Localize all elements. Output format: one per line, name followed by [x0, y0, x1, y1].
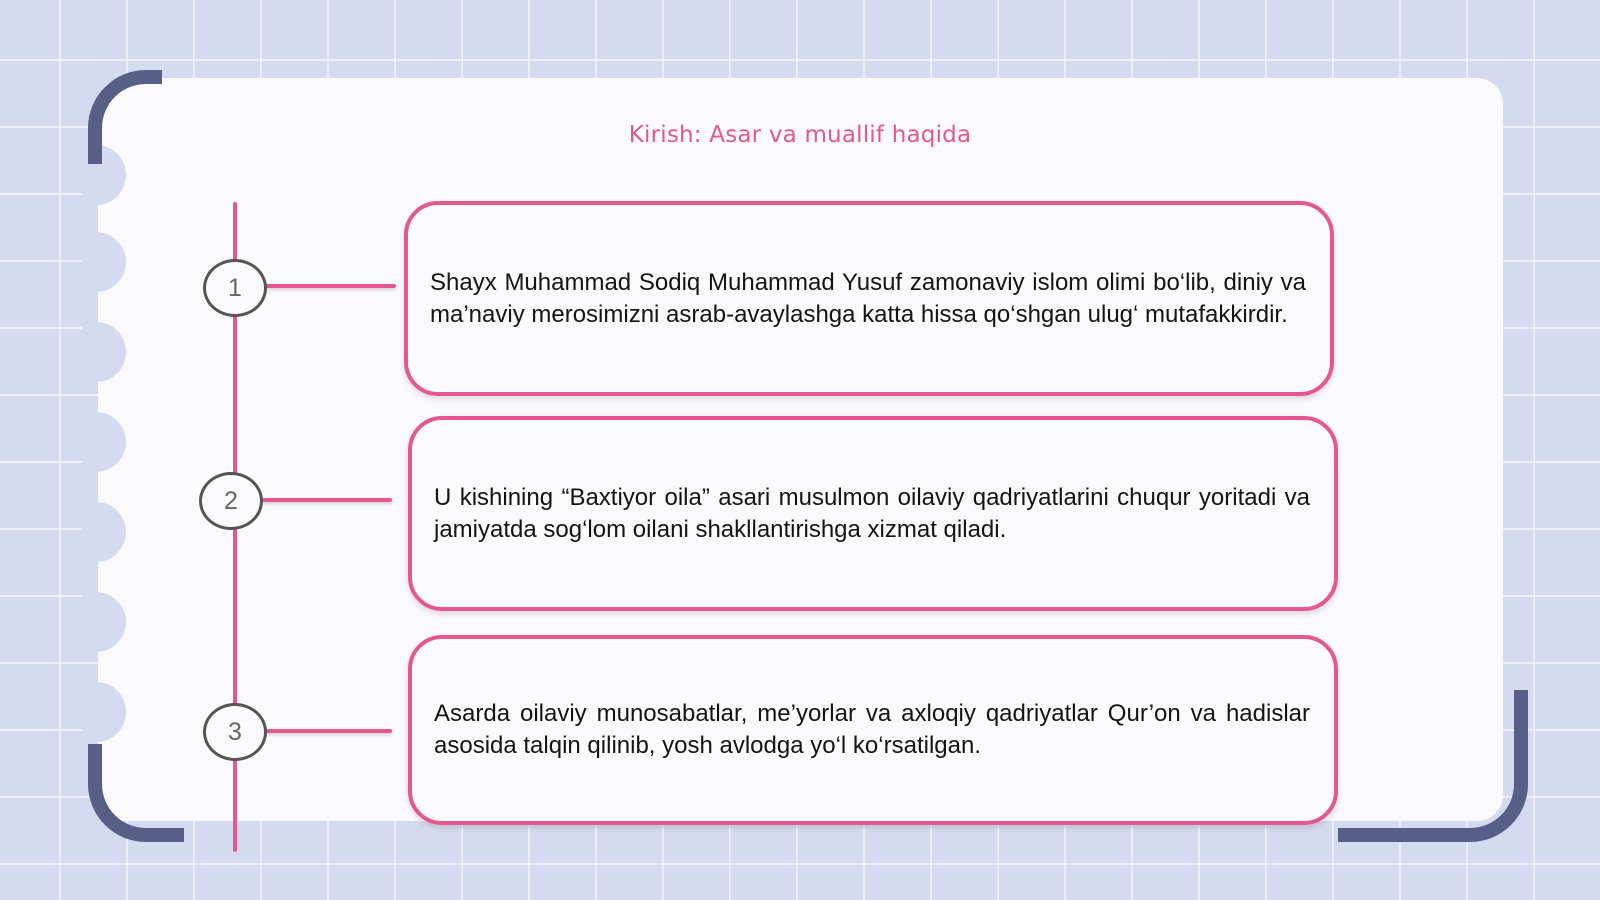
timeline-connector: [266, 729, 392, 733]
step-number-1: 1: [203, 259, 267, 317]
step-number-2: 2: [199, 472, 263, 530]
corner-bracket-bottom-right: [1338, 690, 1528, 842]
slide-title: Kirish: Asar va muallif haqida: [628, 122, 972, 148]
step-number-3: 3: [203, 703, 267, 761]
timeline-card-2: [408, 416, 1338, 611]
card-text-3: Asarda oilaviy munosabatlar, me’yorlar va axloqiy qadriyatlar Qur’on va hadislar asosida talqin qilinib, yosh avlodga yo‘l ko‘rsatilgan.: [434, 700, 1310, 759]
timeline-connector: [262, 498, 392, 502]
corner-bracket-bottom-left: [88, 744, 184, 842]
timeline-card-1: [404, 201, 1334, 396]
timeline-connector: [264, 284, 396, 288]
corner-bracket-top-left: [88, 70, 162, 164]
card-text-2: U kishining “Baxtiyor oila” asari musulmon oilaviy qadriyatlarini chuqur yoritadi va jamiyatda sog‘lom oilani shakllantirishga xizmat qiladi.: [434, 483, 1310, 543]
timeline-card-3: [408, 635, 1338, 825]
card-text-1: Shayx Muhammad Sodiq Muhammad Yusuf zamonaviy islom olimi bo‘lib, diniy va ma’naviy merosimizni asrab-avaylashga katta hissa qo‘shgan ulug‘ mutafakkirdir.: [430, 268, 1306, 328]
